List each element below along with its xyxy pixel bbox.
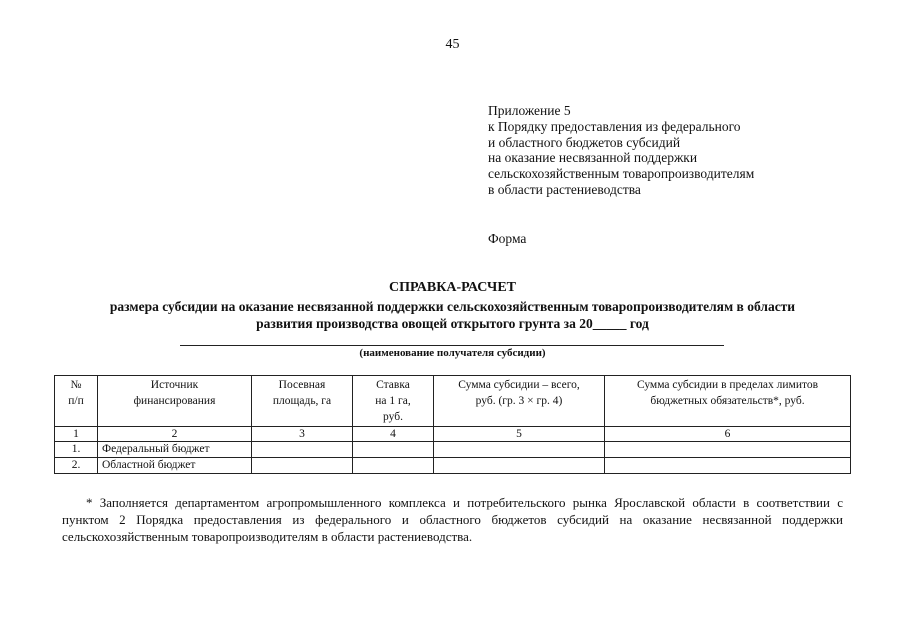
column-number: 6: [605, 427, 851, 442]
appendix-line: сельскохозяйственным товаропроизводителям: [488, 166, 755, 182]
row-source: Федеральный бюджет: [98, 442, 252, 458]
column-number: 3: [252, 427, 353, 442]
header-cell-limit: Сумма субсидии в пределах лимитов бюджетных обязательств*, руб.: [605, 376, 851, 427]
footnote: * Заполняется департаментом агропромышленного комплекса и потребительского рынка Ярославской области в соответствии с пунктом 2 Порядка предоставления из федерального и областного бюджетов субсидий на оказание несвязанной поддержки сельскохозяйственным товаропроизводителям в области растениеводства.: [62, 495, 843, 544]
row-rate: [353, 458, 434, 474]
recipient-name-line: [180, 345, 724, 346]
column-number: 4: [353, 427, 434, 442]
calculation-table: [54, 375, 851, 474]
row-area: [252, 458, 353, 474]
appendix-line: Приложение 5: [488, 103, 571, 118]
header-cell-number: № п/п: [55, 376, 98, 427]
header-cell-rate: Ставка на 1 га, руб.: [353, 376, 434, 427]
recipient-caption: (наименование получателя субсидии): [359, 347, 546, 359]
header-cell-total: Сумма субсидии – всего, руб. (гр. 3 × гр. 4): [434, 376, 605, 427]
row-source: Областной бюджет: [98, 458, 252, 474]
appendix-line: в области растениеводства: [488, 181, 641, 197]
appendix-line: к Порядку предоставления из федерального: [488, 118, 741, 134]
row-total: [434, 458, 605, 474]
table-row: [55, 442, 851, 458]
column-number: 2: [98, 427, 252, 442]
row-limit: [605, 442, 851, 458]
row-total: [434, 442, 605, 458]
column-number: 1: [55, 427, 98, 442]
header-cell-area: Посевная площадь, га: [252, 376, 353, 427]
row-area: [252, 442, 353, 458]
row-number: 1.: [55, 442, 98, 458]
row-limit: [605, 458, 851, 474]
table-row: [55, 458, 851, 474]
column-number: 5: [434, 427, 605, 442]
appendix-line: на оказание несвязанной поддержки: [488, 150, 698, 166]
row-rate: [353, 442, 434, 458]
column-number-row: [55, 427, 851, 442]
appendix-block: [488, 103, 754, 198]
subtitle-line-2: развития производства овощей открытого грунта за 20_____ год: [256, 316, 649, 331]
document-title: СПРАВКА-РАСЧЕТ: [388, 280, 517, 295]
document-subtitle: [40, 298, 865, 332]
row-number: 2.: [55, 458, 98, 474]
header-cell-source: Источник финансирования: [98, 376, 252, 427]
appendix-line: и областного бюджетов субсидий: [488, 134, 681, 150]
subtitle-line-1: размера субсидии на оказание несвязанной поддержки сельскохозяйственным товаропроизводителям в области: [109, 299, 796, 314]
table-header-row: [55, 376, 851, 427]
form-label: Форма: [488, 231, 527, 246]
page-number: 45: [445, 37, 460, 52]
